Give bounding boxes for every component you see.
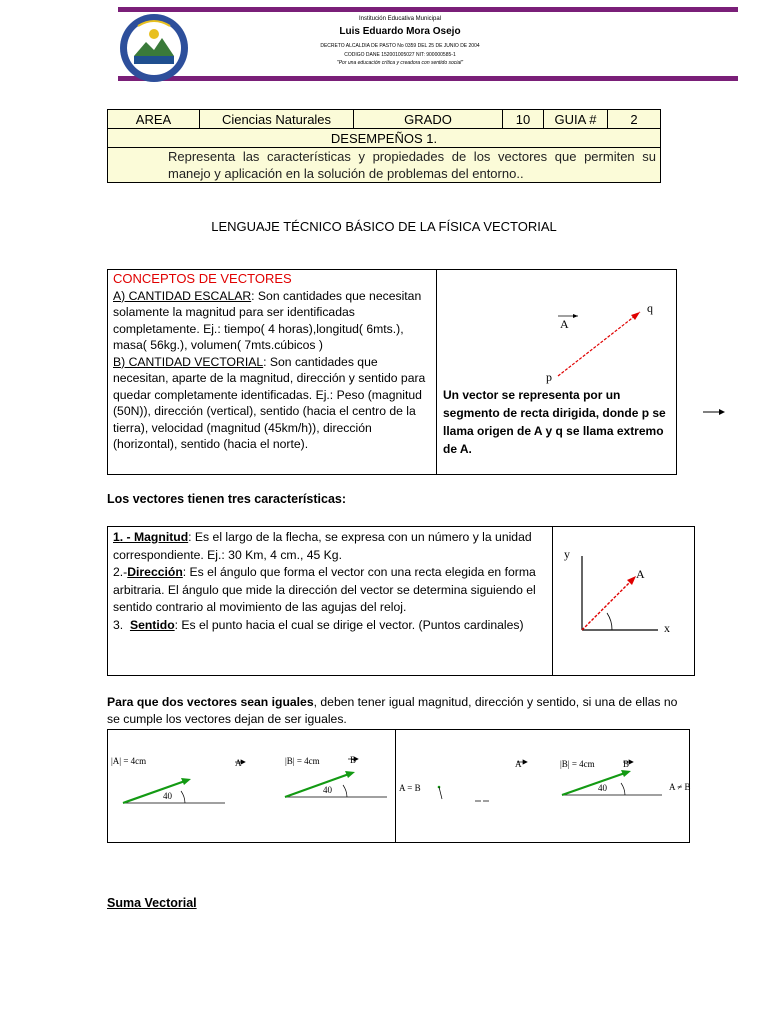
vector-caption: Un vector se representa por un segmento de recta dirigida, donde p se llama origen de A y q se llama extremo de A. xyxy=(443,388,666,456)
ex1-magnitude-B: |B| = 4cm xyxy=(285,756,320,766)
concepts-text xyxy=(113,271,433,453)
decree-line: DECRETO ALCALDIA DE PASTO No 0359 DEL 25 DE JUNIO DE 2004 xyxy=(320,43,480,49)
area-value: Ciencias Naturales xyxy=(200,110,354,129)
motto: "Por una educación crítica y creadora con sentido social" xyxy=(336,60,464,66)
area-label: AREA xyxy=(108,110,200,129)
school-seal-icon xyxy=(118,12,190,84)
vector-A-label: A xyxy=(636,567,645,581)
sentido-label: Sentido xyxy=(129,617,175,632)
equal-label: A = B xyxy=(399,783,421,793)
axis-y: y xyxy=(564,547,570,561)
concepts-heading: CONCEPTOS DE VECTORES xyxy=(113,271,292,286)
grado-value: 10 xyxy=(503,110,544,129)
diagram-p: p xyxy=(546,370,552,384)
ex1-angle-A: 40 xyxy=(163,791,172,801)
ex1-label-A: A xyxy=(235,758,242,768)
ex2-angle-B: 40 xyxy=(598,783,607,793)
guia-value: 2 xyxy=(608,110,661,129)
characteristics-heading: Los vectores tienen tres características: xyxy=(107,492,347,506)
sentido-text: : Es el punto hacia el cual se dirige el vector. (Puntos cardinales) xyxy=(174,617,524,632)
school-name: Luis Eduardo Mora Osejo xyxy=(339,26,461,37)
desempenos-text: Representa las características y propiedades de los vectores que permiten su manejo y aplicación en la solución de problemas del entorno.. xyxy=(108,148,661,183)
desempenos-label: DESEMPEÑOS 1. xyxy=(108,129,661,148)
ex1-angle-B: 40 xyxy=(323,785,332,795)
diagram-q: q xyxy=(647,301,653,315)
equality-diagrams xyxy=(107,729,691,841)
equality-bold: Para que dos vectores sean iguales xyxy=(107,695,314,709)
characteristics-text xyxy=(113,529,548,634)
axes-diagram xyxy=(560,540,680,640)
equality-paragraph xyxy=(107,694,687,728)
codes-line: CODIGO DANE 152001005027 NIT: 900000585-1 xyxy=(344,52,456,58)
vector-pq-diagram xyxy=(540,296,670,386)
page-title: LENGUAJE TÉCNICO BÁSICO DE LA FÍSICA VECTORIAL xyxy=(211,219,557,234)
diagram-A: A xyxy=(560,317,569,331)
not-equal-label: A ≠ B xyxy=(669,782,691,792)
vector-label: B) CANTIDAD VECTORIAL xyxy=(113,354,264,369)
magnitud-text: : Es el largo de la flecha, se expresa con un número y la unidad correspondiente. Ej.: 30 Km, 4 cm., 45 Kg. xyxy=(113,530,532,562)
arrow-right-icon xyxy=(703,407,725,417)
institution-line: Institución Educativa Municipal xyxy=(358,16,442,22)
ex2-label-A: A xyxy=(515,759,522,769)
axis-x: x xyxy=(664,621,670,635)
direccion-text: : Es el ángulo que forma el vector con una recta elegida en forma arbitraria. El ángulo que mide la dirección del vector se determina siguiendo el sentido contrario al movimiento de las agujas del reloj. xyxy=(113,565,536,614)
sentido-prefix: 3. xyxy=(113,617,124,632)
scalar-text: : Son cantidades que necesitan solamente la magnitud para ser identificadas completamente. Ej.: tiempo( 4 horas),longitud( 6mts.), masa( 56kg.), volumen( 7mts.cúbicos ) xyxy=(113,288,422,352)
ex1-label-B: B xyxy=(350,755,357,765)
direccion-label: Dirección xyxy=(127,565,183,579)
guia-label: GUIA # xyxy=(544,110,608,129)
ex2-magnitude-B: |B| = 4cm xyxy=(560,759,595,769)
grado-label: GRADO xyxy=(354,110,503,129)
magnitud-label: 1. - Magnitud xyxy=(113,530,189,544)
ex2-label-B: B xyxy=(623,759,630,769)
vector-text: : Son cantidades que necesitan, aparte de la magnitud, dirección y sentido para quedar completamente identificadas. Ej.: Peso (magnitud (50N)), dirección (vertical), sentido (hacia el centro de la tierra), velocidad (magnitud (45km/h)), dirección (horizontal), sentido (hacia el norte). xyxy=(113,354,426,451)
scalar-label: A) CANTIDAD ESCALAR xyxy=(113,288,252,303)
meta-table xyxy=(107,109,661,183)
direccion-prefix: 2.- xyxy=(113,565,128,579)
ex1-magnitude-A: |A| = 4cm xyxy=(111,756,147,766)
header-bottom-bar xyxy=(118,76,738,81)
equality-rest: , deben tener igual magnitud, dirección y sentido, si una de ellas no se cumple los vectores dejan de ser iguales. xyxy=(107,695,678,726)
suma-vectorial-heading: Suma Vectorial xyxy=(107,896,197,910)
header-top-bar xyxy=(118,7,738,12)
